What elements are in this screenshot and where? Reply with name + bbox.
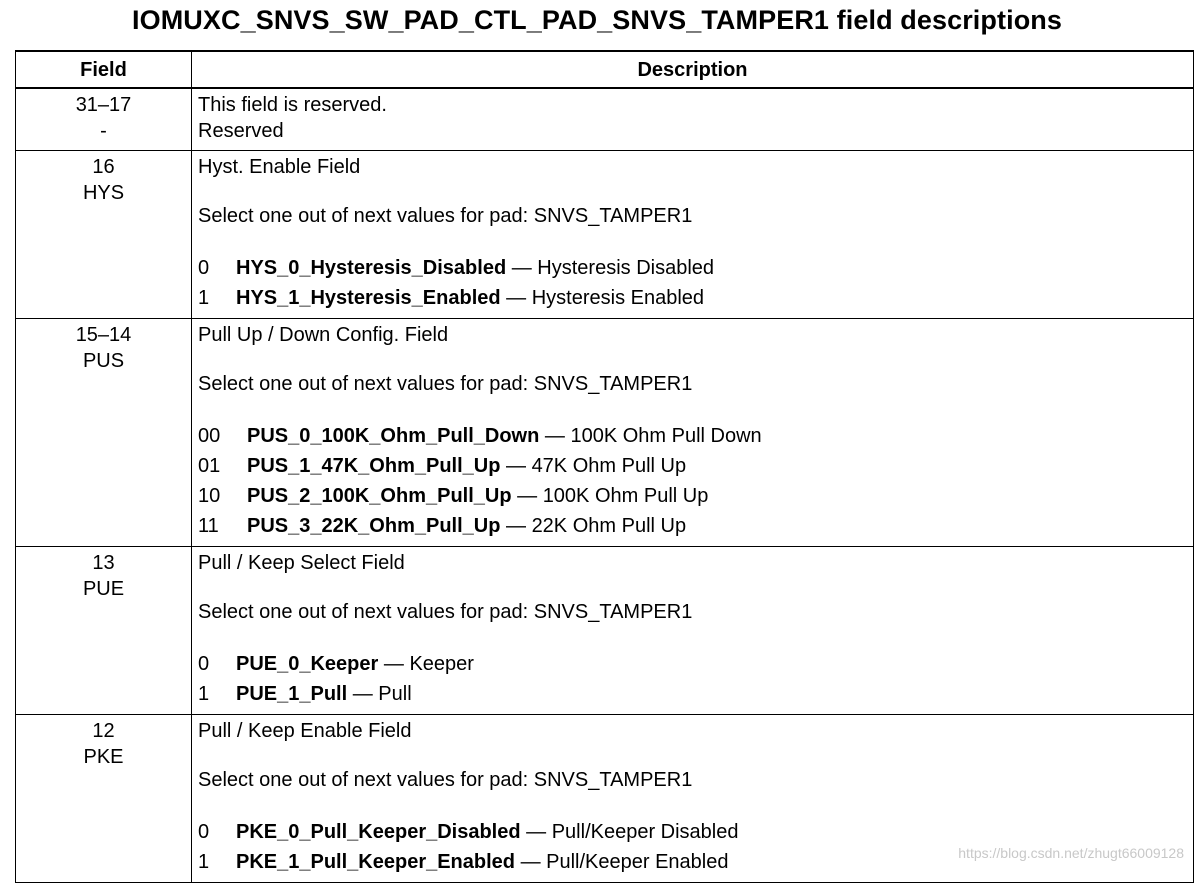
value-code: 01 (198, 454, 221, 477)
value-separator: — (520, 820, 552, 843)
value-separator: — (515, 850, 547, 873)
value-option (198, 679, 1187, 709)
value-description: Hysteresis Enabled (531, 286, 705, 309)
field-name: PUE (82, 577, 125, 600)
value-separator: — (539, 424, 571, 447)
value-description: Pull/Keeper Enabled (546, 850, 729, 873)
field-bits: 15–14 (75, 323, 132, 346)
value-name: PUE_1_Pull (236, 682, 348, 705)
description-cell (192, 546, 1194, 714)
value-code: 0 (198, 652, 210, 675)
value-name: HYS_1_Hysteresis_Enabled (236, 286, 501, 309)
description-cell (192, 150, 1194, 318)
field-descriptions-table (15, 50, 1194, 883)
value-name: PUS_0_100K_Ohm_Pull_Down (247, 424, 540, 447)
field-name: PUS (82, 349, 125, 372)
field-name: HYS (82, 181, 125, 204)
description-subtitle: Reserved (198, 120, 284, 142)
select-instruction: Select one out of next values for pad: SNVS_TAMPER1 (198, 600, 693, 623)
value-description: Pull/Keeper Disabled (551, 820, 739, 843)
value-description: Hysteresis Disabled (537, 256, 715, 279)
field-cell (16, 318, 192, 546)
value-name: PUE_0_Keeper (236, 652, 379, 675)
table-header-row (16, 51, 1194, 88)
value-separator: — (506, 256, 538, 279)
value-separator: — (347, 682, 379, 705)
select-instruction: Select one out of next values for pad: SNVS_TAMPER1 (198, 768, 693, 791)
select-instruction: Select one out of next values for pad: SNVS_TAMPER1 (198, 372, 693, 395)
value-option (198, 817, 1187, 847)
value-option (198, 253, 1187, 283)
value-code: 1 (198, 286, 210, 309)
field-cell (16, 546, 192, 714)
value-separator: — (500, 286, 532, 309)
value-name: PUS_3_22K_Ohm_Pull_Up (247, 514, 501, 537)
description-title: Pull / Keep Select Field (198, 551, 405, 574)
table-row (16, 318, 1194, 546)
value-name: PKE_1_Pull_Keeper_Enabled (236, 850, 516, 873)
value-code: 10 (198, 484, 221, 507)
value-separator: — (500, 454, 532, 477)
value-name: PKE_0_Pull_Keeper_Disabled (236, 820, 521, 843)
value-description: Keeper (409, 652, 474, 675)
field-cell (16, 150, 192, 318)
table-row (16, 546, 1194, 714)
value-option (198, 481, 1187, 511)
value-option (198, 451, 1187, 481)
value-code: 1 (198, 682, 210, 705)
value-description: Pull (378, 682, 412, 705)
field-cell (16, 88, 192, 150)
value-option (198, 283, 1187, 313)
field-name: PKE (83, 745, 124, 768)
column-header-description: Description (192, 51, 1194, 88)
value-code: 1 (198, 850, 210, 873)
value-option (198, 649, 1187, 679)
value-separator: — (378, 652, 410, 675)
description-title: Hyst. Enable Field (198, 155, 361, 178)
description-title: Pull Up / Down Config. Field (198, 323, 449, 346)
value-code: 00 (198, 424, 221, 447)
field-cell (16, 714, 192, 882)
value-description: 100K Ohm Pull Down (570, 424, 762, 447)
select-instruction: Select one out of next values for pad: SNVS_TAMPER1 (198, 204, 693, 227)
value-description: 100K Ohm Pull Up (542, 484, 709, 507)
column-header-field: Field (16, 51, 192, 88)
value-option (198, 421, 1187, 451)
watermark: https://blog.csdn.net/zhugt66009128 (958, 845, 1184, 861)
value-code: 0 (198, 256, 210, 279)
description-cell (192, 88, 1194, 150)
description-cell (192, 318, 1194, 546)
description-title: Pull / Keep Enable Field (198, 719, 412, 742)
field-bits: 12 (92, 719, 115, 742)
value-name: PUS_2_100K_Ohm_Pull_Up (247, 484, 512, 507)
table-row (16, 150, 1194, 318)
value-description: 47K Ohm Pull Up (531, 454, 687, 477)
value-name: HYS_0_Hysteresis_Disabled (236, 256, 507, 279)
field-bits: 13 (92, 551, 115, 574)
page-title: IOMUXC_SNVS_SW_PAD_CTL_PAD_SNVS_TAMPER1 field descriptions (132, 5, 1062, 35)
value-option (198, 511, 1187, 541)
table-row (16, 88, 1194, 150)
field-bits: 31–17 (75, 94, 132, 116)
value-description: 22K Ohm Pull Up (531, 514, 687, 537)
value-separator: — (511, 484, 543, 507)
description-title: This field is reserved. (198, 94, 387, 116)
value-code: 0 (198, 820, 210, 843)
field-bits: 16 (92, 155, 115, 178)
value-name: PUS_1_47K_Ohm_Pull_Up (247, 454, 501, 477)
field-name: - (100, 120, 107, 142)
value-code: 11 (198, 514, 219, 537)
value-separator: — (500, 514, 532, 537)
